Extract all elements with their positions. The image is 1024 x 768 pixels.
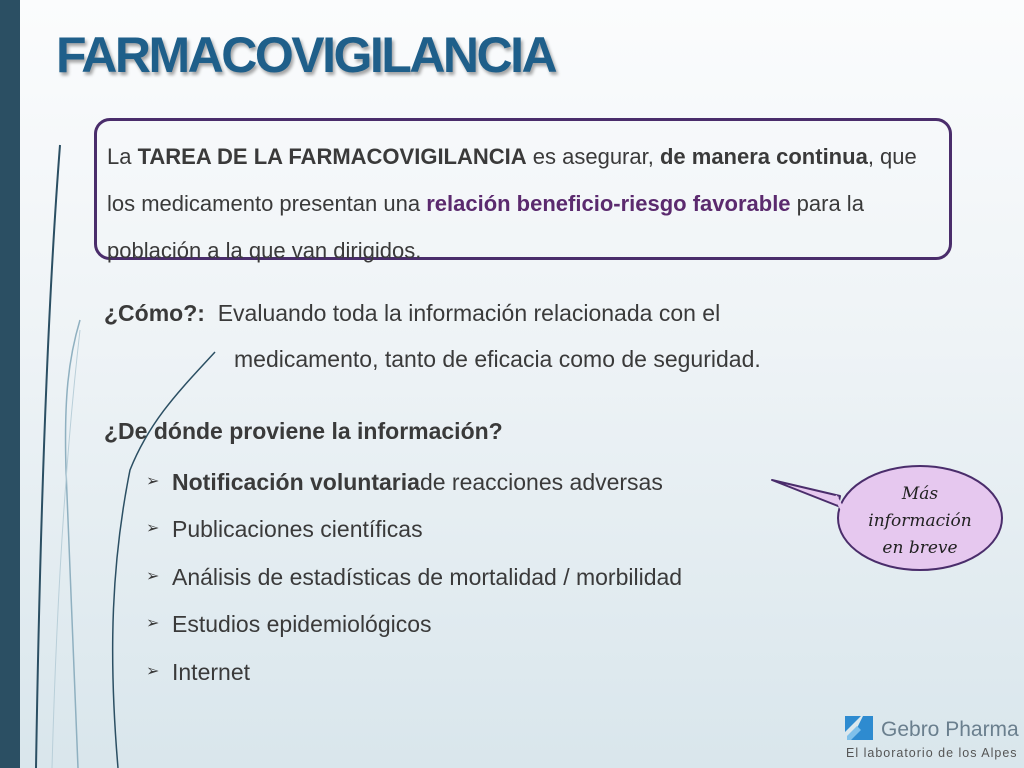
arrow-bullet-icon: ➢ xyxy=(146,520,160,538)
como-label: ¿Cómo?: xyxy=(104,300,205,326)
como-text: Evaluando toda la información relacionada con el xyxy=(217,300,721,326)
list-item-text: Análisis de estadísticas de mortalidad / morbilidad xyxy=(172,563,683,590)
callout-line: Más xyxy=(901,484,939,504)
como-text-continued: medicamento, tanto de eficacia como de seguridad. xyxy=(234,346,761,372)
definition-emphasis: de manera continua xyxy=(659,144,868,169)
logo-tagline: El laboratorio de los Alpes xyxy=(846,746,1018,760)
arrow-bullet-icon: ➢ xyxy=(146,662,160,680)
list-item-text: Publicaciones científicas xyxy=(172,516,423,543)
donde-heading: ¿De dónde proviene la información? xyxy=(104,418,503,444)
arrow-bullet-icon: ➢ xyxy=(146,615,160,633)
arrow-bullet-icon: ➢ xyxy=(146,472,160,490)
definition-text: para la población a la que van dirigidos. xyxy=(107,191,864,263)
arrow-bullet-icon: ➢ xyxy=(146,567,160,585)
list-item-bold: Notificación voluntaria xyxy=(172,468,420,495)
callout-text xyxy=(840,481,1000,562)
gebro-logo-icon xyxy=(843,714,875,742)
list-item-text: Estudios epidemiológicos xyxy=(172,611,432,638)
definition-text: , que los medicamento presentan una xyxy=(107,144,917,216)
list-item-text: de reacciones adversas xyxy=(419,468,663,495)
page-title: FARMACOVIGILANCIA xyxy=(56,27,556,83)
callout-line: en breve xyxy=(882,538,958,558)
definition-text: La xyxy=(107,144,138,169)
definition-emphasis: TAREA DE LA FARMACOVIGILANCIA xyxy=(137,144,527,169)
list-item-text: Internet xyxy=(172,658,250,685)
definition-text: es asegurar, xyxy=(526,144,660,169)
logo-name: Gebro Pharma xyxy=(881,718,1019,741)
callout-line: información xyxy=(868,511,972,531)
definition-emphasis-purple: relación beneficio-riesgo favorable xyxy=(426,191,791,216)
